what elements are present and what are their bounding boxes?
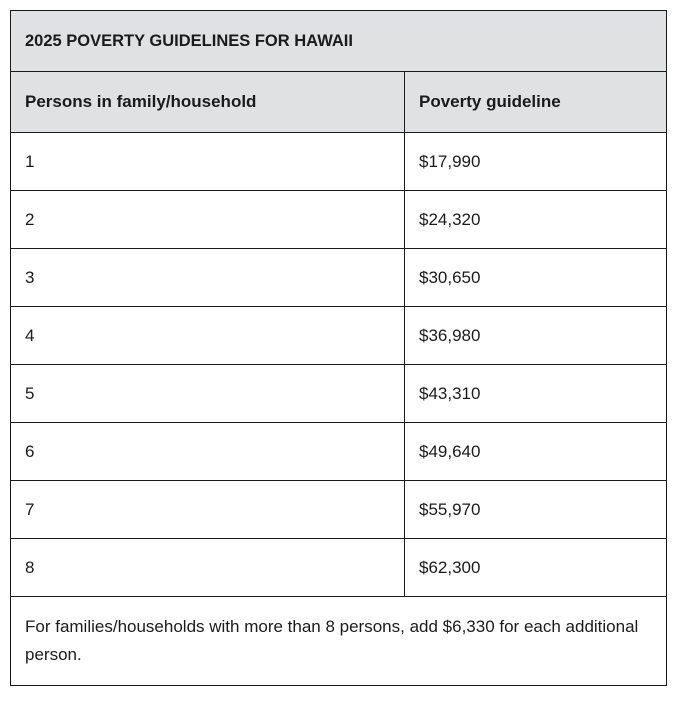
table-row [11, 133, 667, 191]
persons-cell: 3 [11, 249, 405, 307]
guideline-cell: $62,300 [405, 539, 667, 597]
guideline-cell: $24,320 [405, 191, 667, 249]
persons-cell: 8 [11, 539, 405, 597]
table-row [11, 249, 667, 307]
persons-cell: 2 [11, 191, 405, 249]
table-caption: 2025 POVERTY GUIDELINES FOR HAWAII [11, 11, 667, 72]
table-row [11, 307, 667, 365]
table-row [11, 365, 667, 423]
table-row [11, 191, 667, 249]
poverty-guidelines-table-container [10, 10, 666, 686]
table-footnote-row [11, 597, 667, 686]
persons-cell: 1 [11, 133, 405, 191]
table-row [11, 481, 667, 539]
table-footnote: For families/households with more than 8 persons, add $6,330 for each additional person. [11, 597, 667, 686]
column-header-guideline: Poverty guideline [405, 72, 667, 133]
guideline-cell: $30,650 [405, 249, 667, 307]
guideline-cell: $17,990 [405, 133, 667, 191]
persons-cell: 7 [11, 481, 405, 539]
column-header-persons: Persons in family/household [11, 72, 405, 133]
table-header-row [11, 72, 667, 133]
table-row [11, 539, 667, 597]
guideline-cell: $36,980 [405, 307, 667, 365]
guideline-cell: $55,970 [405, 481, 667, 539]
persons-cell: 5 [11, 365, 405, 423]
poverty-guidelines-table [10, 10, 667, 686]
persons-cell: 4 [11, 307, 405, 365]
guideline-cell: $49,640 [405, 423, 667, 481]
guideline-cell: $43,310 [405, 365, 667, 423]
table-row [11, 423, 667, 481]
persons-cell: 6 [11, 423, 405, 481]
table-caption-row [11, 11, 667, 72]
